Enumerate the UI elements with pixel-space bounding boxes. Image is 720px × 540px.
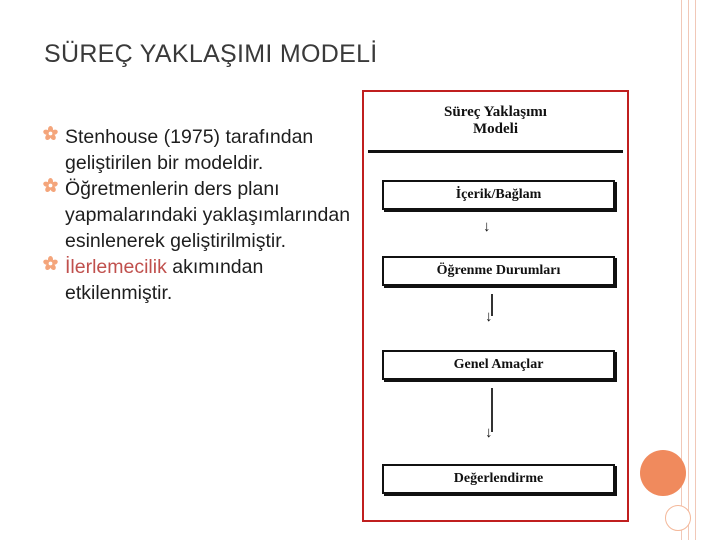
flow-box-goals: Genel Amaçlar (382, 350, 615, 380)
bullet-text: Stenhouse (1975) tarafından geliştirilen bir modeldir. (65, 126, 314, 174)
bullet-item (43, 176, 363, 254)
figure-title (364, 104, 627, 138)
decor-line-2 (688, 0, 689, 540)
highlight-term: İlerlemecilik (65, 256, 167, 278)
figure-title-line-2: Modeli (473, 121, 518, 137)
slide-title: SÜREÇ YAKLAŞIMI MODELİ (44, 40, 378, 68)
arrow-down-icon: ↓ (485, 425, 493, 441)
bullet-item (43, 124, 363, 176)
bullet-item (43, 254, 363, 306)
flow-box-evaluation: Değerlendirme (382, 464, 615, 494)
arrow-down-icon: ↓ (485, 309, 493, 325)
figure-canvas (364, 92, 627, 520)
flower-bullet-icon (43, 256, 58, 271)
bullet-list (43, 124, 363, 306)
decor-circle-large (640, 450, 686, 496)
process-model-figure (362, 90, 629, 522)
decor-circle-small (665, 505, 691, 531)
flower-bullet-icon (43, 178, 58, 193)
bullet-text: Öğretmenlerin ders planı yapmalarındaki yaklaşımlarından esinlenerek geliştirilmiştir. (65, 178, 351, 252)
bullet-text: akımından etkilenmiştir. (65, 256, 264, 304)
arrow-down-icon: ↓ (483, 219, 491, 235)
flow-box-content: İçerik/Bağlam (382, 180, 615, 210)
figure-divider (368, 150, 623, 153)
figure-title-line-1: Süreç Yaklaşımı (444, 104, 547, 120)
decor-line-3 (695, 0, 696, 540)
flower-bullet-icon (43, 126, 58, 141)
flow-box-learning: Öğrenme Durumları (382, 256, 615, 286)
